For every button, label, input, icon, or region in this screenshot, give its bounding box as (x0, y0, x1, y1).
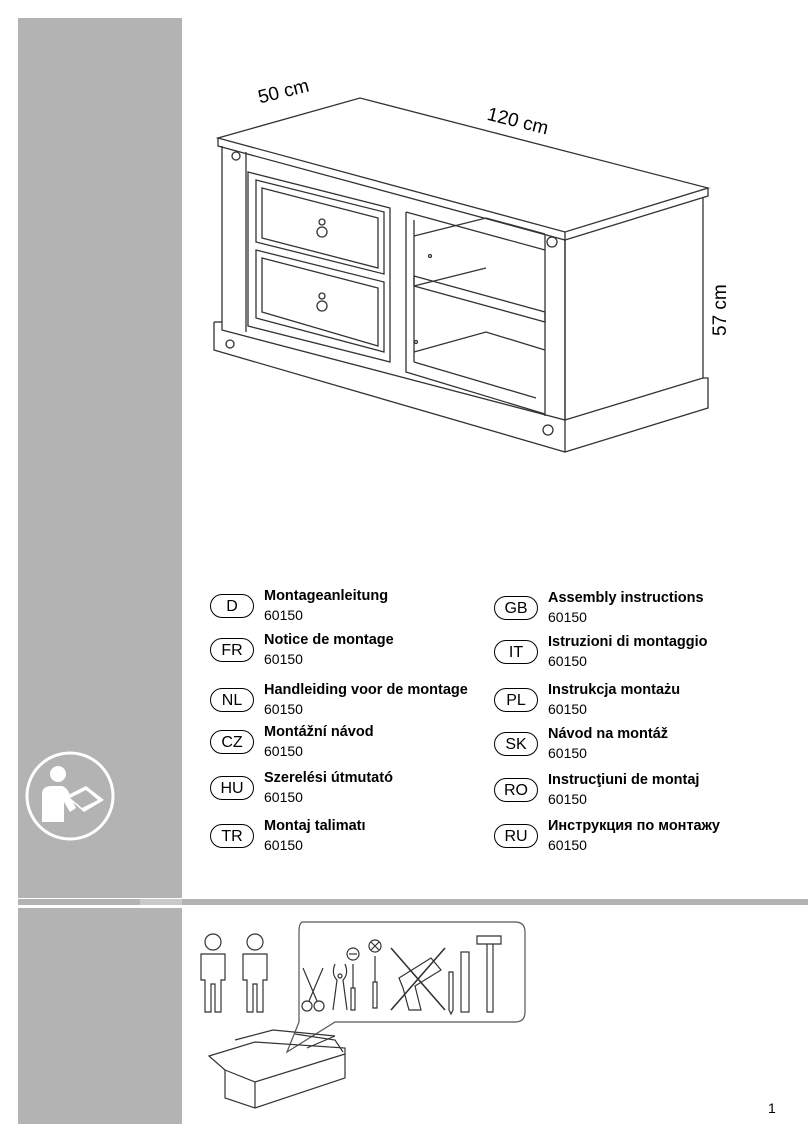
language-badge: PL (494, 688, 538, 712)
language-entry-cz (210, 724, 470, 766)
article-number: 60150 (264, 837, 303, 853)
pliers-icon (333, 964, 347, 1010)
dimension-width: 120 cm (484, 104, 551, 140)
tools-illustration (195, 918, 535, 1128)
language-entry-nl (210, 682, 470, 724)
language-title: Инструкция по монтажу (548, 818, 720, 834)
scissors-icon (302, 968, 324, 1011)
language-badge: RU (494, 824, 538, 848)
section-divider (18, 899, 808, 905)
language-title: Montageanleitung (264, 588, 389, 604)
language-title: Assembly instructions (548, 590, 704, 606)
drill-crossed-icon (391, 948, 445, 1010)
language-badge: GB (494, 596, 538, 620)
hammer-icon (477, 936, 501, 1012)
language-entry-hu (210, 770, 470, 812)
language-title: Notice de montage (264, 632, 394, 648)
page-number: 1 (768, 1100, 776, 1116)
language-entry-it (494, 634, 754, 676)
language-entry-ro (494, 772, 754, 814)
language-title: Instrucţiuni de montaj (548, 772, 700, 788)
language-entry-gb (494, 590, 754, 632)
read-manual-icon (24, 750, 116, 842)
article-number: 60150 (264, 701, 303, 717)
tv-cabinet-drawing (200, 60, 760, 480)
article-number: 60150 (548, 653, 587, 669)
language-badge: D (210, 594, 254, 618)
article-number: 60150 (548, 791, 587, 807)
language-badge: RO (494, 778, 538, 802)
article-number: 60150 (548, 837, 587, 853)
ruler-icon (461, 952, 469, 1012)
article-number: 60150 (548, 701, 587, 717)
language-badge: FR (210, 638, 254, 662)
phillips-screwdriver-icon (369, 940, 381, 1008)
language-title: Montážní návod (264, 724, 374, 740)
language-entry-ru (494, 818, 754, 860)
language-entry-tr (210, 818, 470, 860)
language-entry-sk (494, 726, 754, 768)
article-number: 60150 (548, 609, 587, 625)
language-badge: HU (210, 776, 254, 800)
person-icon (243, 934, 267, 1012)
language-badge: IT (494, 640, 538, 664)
language-entry-d (210, 588, 470, 630)
section-divider-accent (140, 899, 182, 905)
language-title: Instrukcja montażu (548, 682, 681, 698)
article-number: 60150 (264, 789, 303, 805)
language-entry-pl (494, 682, 754, 724)
article-number: 60150 (264, 607, 303, 623)
language-entry-fr (210, 632, 470, 674)
language-title: Istruzioni di montaggio (548, 634, 708, 650)
language-title: Szerelési útmutató (264, 770, 393, 786)
sidebar-bottom (18, 908, 182, 1124)
language-badge: SK (494, 732, 538, 756)
dimension-height: 57 cm (710, 284, 731, 336)
article-number: 60150 (548, 745, 587, 761)
dimension-depth: 50 cm (256, 75, 312, 109)
language-title: Návod na montáž (548, 726, 669, 742)
pencil-icon (449, 972, 453, 1014)
language-title: Montaj talimatı (264, 818, 366, 834)
article-number: 60150 (264, 743, 303, 759)
person-icon (201, 934, 225, 1012)
article-number: 60150 (264, 651, 303, 667)
language-badge: TR (210, 824, 254, 848)
toolbox-icon (209, 1030, 345, 1108)
language-title: Handleiding voor de montage (264, 682, 468, 698)
language-badge: NL (210, 688, 254, 712)
flat-screwdriver-icon (347, 948, 359, 1010)
language-badge: CZ (210, 730, 254, 754)
